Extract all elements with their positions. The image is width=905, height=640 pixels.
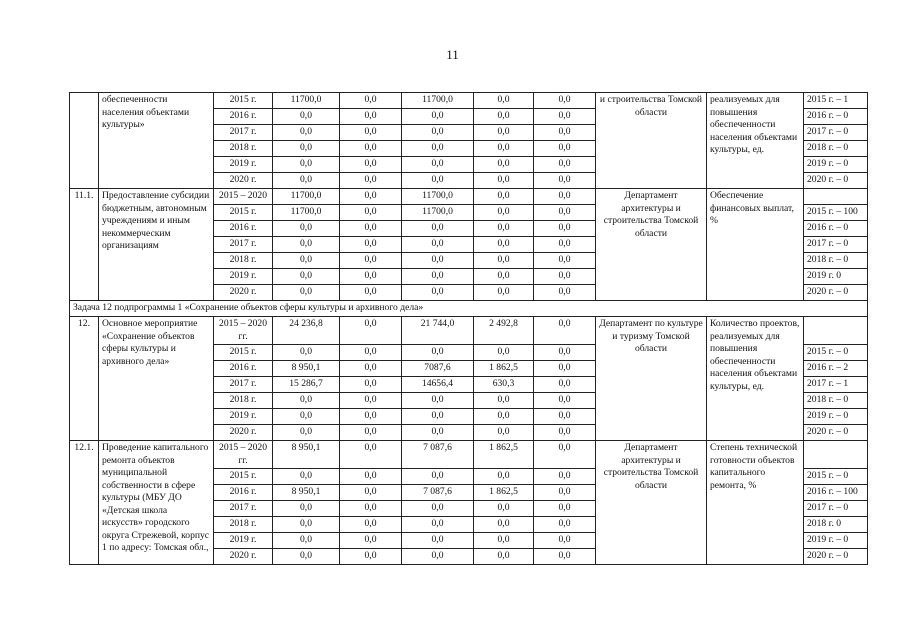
indicator-value: 2019 г. – 0 [804,409,868,425]
extra-cell: 0,0 [534,377,596,393]
period-cell: 2017 г. [214,237,273,253]
indicator-value: 2019 г. – 0 [804,157,868,173]
extra-cell: 0,0 [534,517,596,533]
period-cell: 2015 г. [214,205,273,221]
regional-cell: 0,0 [402,237,474,253]
total-cell: 8 950,1 [273,361,340,377]
federal-cell: 0,0 [340,221,402,237]
indicator-value [804,317,868,345]
department-cell: Департамент архитектуры и строительства Томской области [596,441,707,565]
total-cell: 11700,0 [273,189,340,205]
local-cell: 0,0 [474,285,534,301]
indicator-value: 2017 г. – 0 [804,237,868,253]
indicator-value: 2019 г. 0 [804,269,868,285]
total-cell: 0,0 [273,345,340,361]
local-cell: 0,0 [474,393,534,409]
indicator-value: 2016 г. – 0 [804,221,868,237]
table-row [70,441,868,469]
indicator-value: 2017 г. – 1 [804,377,868,393]
period-cell: 2016 г. [214,361,273,377]
item-number: 11.1. [70,189,99,301]
indicator-value: 2018 г. – 0 [804,393,868,409]
extra-cell: 0,0 [534,125,596,141]
local-cell: 0,0 [474,237,534,253]
indicator-value: 2020 г. – 0 [804,285,868,301]
regional-cell: 0,0 [402,501,474,517]
total-cell: 0,0 [273,501,340,517]
total-cell: 0,0 [273,533,340,549]
regional-cell: 0,0 [402,285,474,301]
federal-cell: 0,0 [340,205,402,221]
federal-cell: 0,0 [340,157,402,173]
total-cell: 15 286,7 [273,377,340,393]
extra-cell: 0,0 [534,285,596,301]
federal-cell: 0,0 [340,189,402,205]
federal-cell: 0,0 [340,109,402,125]
total-cell: 0,0 [273,269,340,285]
regional-cell: 0,0 [402,345,474,361]
indicator-value: 2016 г. – 100 [804,485,868,501]
local-cell: 0,0 [474,189,534,205]
total-cell: 0,0 [273,125,340,141]
indicator-value: 2019 г. – 0 [804,533,868,549]
regional-cell: 0,0 [402,173,474,189]
total-cell: 11700,0 [273,93,340,109]
total-cell: 0,0 [273,157,340,173]
period-cell: 2020 г. [214,549,273,565]
total-cell: 8 950,1 [273,441,340,469]
federal-cell: 0,0 [340,549,402,565]
indicator-value: 2018 г. – 0 [804,141,868,157]
indicator-value: 2016 г. – 2 [804,361,868,377]
total-cell: 8 950,1 [273,485,340,501]
federal-cell: 0,0 [340,361,402,377]
period-cell: 2018 г. [214,517,273,533]
federal-cell: 0,0 [340,501,402,517]
local-cell: 0,0 [474,469,534,485]
table-row [70,317,868,345]
local-cell: 0,0 [474,501,534,517]
period-cell: 2020 г. [214,173,273,189]
extra-cell: 0,0 [534,393,596,409]
regional-cell: 0,0 [402,157,474,173]
period-cell: 2019 г. [214,533,273,549]
local-cell: 0,0 [474,93,534,109]
task-title: Задача 12 подпрограммы 1 «Сохранение объектов сферы культуры и архивного дела» [70,301,868,317]
period-cell: 2016 г. [214,109,273,125]
regional-cell: 0,0 [402,253,474,269]
extra-cell: 0,0 [534,549,596,565]
department-cell: Департамент по культуре и туризму Томской области [596,317,707,441]
table-row [70,189,868,205]
period-cell: 2018 г. [214,393,273,409]
extra-cell: 0,0 [534,501,596,517]
local-cell: 0,0 [474,125,534,141]
total-cell: 0,0 [273,141,340,157]
indicator-value: 2017 г. – 0 [804,501,868,517]
item-name: Проведение капитального ремонта объектов муниципальной собственности в сфере культуры (МБУ ДО «Детская школа искусств» городского округа Стрежевой, корпус 1 по адресу: Томская обл., [99,441,214,565]
total-cell: 0,0 [273,109,340,125]
local-cell: 0,0 [474,109,534,125]
department-cell: и строительства Томской области [596,93,707,189]
extra-cell: 0,0 [534,237,596,253]
period-cell: 2015 г. [214,93,273,109]
extra-cell: 0,0 [534,269,596,285]
period-cell: 2019 г. [214,409,273,425]
indicator-value: 2018 г. 0 [804,517,868,533]
total-cell: 0,0 [273,237,340,253]
regional-cell: 0,0 [402,125,474,141]
local-cell: 2 492,8 [474,317,534,345]
extra-cell: 0,0 [534,141,596,157]
federal-cell: 0,0 [340,141,402,157]
federal-cell: 0,0 [340,125,402,141]
indicator-name: Обеспечение финансовых выплат, % [707,189,804,301]
local-cell: 0,0 [474,205,534,221]
table-row [70,93,868,109]
local-cell: 0,0 [474,157,534,173]
extra-cell: 0,0 [534,93,596,109]
total-cell: 0,0 [273,393,340,409]
local-cell: 0,0 [474,269,534,285]
item-number: 12.1. [70,441,99,565]
federal-cell: 0,0 [340,409,402,425]
extra-cell: 0,0 [534,361,596,377]
local-cell: 0,0 [474,253,534,269]
federal-cell: 0,0 [340,425,402,441]
regional-cell: 7087,6 [402,361,474,377]
extra-cell: 0,0 [534,409,596,425]
extra-cell: 0,0 [534,253,596,269]
indicator-value: 2015 г. – 100 [804,205,868,221]
regional-cell: 21 744,0 [402,317,474,345]
regional-cell: 0,0 [402,409,474,425]
extra-cell: 0,0 [534,345,596,361]
regional-cell: 0,0 [402,533,474,549]
regional-cell: 7 087,6 [402,441,474,469]
federal-cell: 0,0 [340,253,402,269]
period-cell: 2015 – 2020 гг. [214,317,273,345]
federal-cell: 0,0 [340,485,402,501]
program-table [69,92,868,565]
regional-cell: 0,0 [402,469,474,485]
regional-cell: 0,0 [402,221,474,237]
item-name: обеспеченности населения объектами культуры» [99,93,214,189]
local-cell: 1 862,5 [474,485,534,501]
regional-cell: 14656,4 [402,377,474,393]
regional-cell: 0,0 [402,517,474,533]
regional-cell: 11700,0 [402,93,474,109]
task-row [70,301,868,317]
period-cell: 2017 г. [214,501,273,517]
total-cell: 24 236,8 [273,317,340,345]
period-cell: 2017 г. [214,377,273,393]
indicator-value: 2020 г. – 0 [804,173,868,189]
extra-cell: 0,0 [534,221,596,237]
regional-cell: 0,0 [402,269,474,285]
extra-cell: 0,0 [534,469,596,485]
local-cell: 0,0 [474,141,534,157]
regional-cell: 0,0 [402,109,474,125]
regional-cell: 11700,0 [402,205,474,221]
period-cell: 2017 г. [214,125,273,141]
federal-cell: 0,0 [340,533,402,549]
item-name: Предоставление субсидии бюджетным, автономным учреждениям и иным некоммерческим организациям [99,189,214,301]
indicator-value: 2018 г. – 0 [804,253,868,269]
period-cell: 2020 г. [214,425,273,441]
federal-cell: 0,0 [340,377,402,393]
period-cell: 2015 – 2020 [214,189,273,205]
indicator-name: Количество проектов, реализуемых для повышения обеспеченности населения объектами культуры, ед. [707,317,804,441]
regional-cell: 7 087,6 [402,485,474,501]
indicator-value [804,441,868,469]
extra-cell: 0,0 [534,317,596,345]
regional-cell: 0,0 [402,141,474,157]
regional-cell: 11700,0 [402,189,474,205]
item-number: 12. [70,317,99,441]
local-cell: 0,0 [474,221,534,237]
indicator-value: 2015 г. – 0 [804,345,868,361]
federal-cell: 0,0 [340,469,402,485]
local-cell: 1 862,5 [474,361,534,377]
federal-cell: 0,0 [340,93,402,109]
federal-cell: 0,0 [340,237,402,253]
total-cell: 0,0 [273,425,340,441]
total-cell: 0,0 [273,173,340,189]
total-cell: 0,0 [273,549,340,565]
total-cell: 0,0 [273,253,340,269]
federal-cell: 0,0 [340,517,402,533]
extra-cell: 0,0 [534,485,596,501]
indicator-value: 2017 г. – 0 [804,125,868,141]
federal-cell: 0,0 [340,285,402,301]
local-cell: 0,0 [474,425,534,441]
local-cell: 0,0 [474,345,534,361]
local-cell: 0,0 [474,409,534,425]
item-number [70,93,99,189]
extra-cell: 0,0 [534,173,596,189]
period-cell: 2020 г. [214,285,273,301]
extra-cell: 0,0 [534,157,596,173]
extra-cell: 0,0 [534,205,596,221]
extra-cell: 0,0 [534,533,596,549]
period-cell: 2019 г. [214,157,273,173]
extra-cell: 0,0 [534,425,596,441]
period-cell: 2018 г. [214,253,273,269]
total-cell: 11700,0 [273,205,340,221]
extra-cell: 0,0 [534,109,596,125]
period-cell: 2015 – 2020 гг. [214,441,273,469]
period-cell: 2018 г. [214,141,273,157]
period-cell: 2016 г. [214,485,273,501]
total-cell: 0,0 [273,285,340,301]
federal-cell: 0,0 [340,345,402,361]
program-table-body [70,93,868,565]
regional-cell: 0,0 [402,425,474,441]
local-cell: 0,0 [474,533,534,549]
total-cell: 0,0 [273,221,340,237]
period-cell: 2019 г. [214,269,273,285]
federal-cell: 0,0 [340,393,402,409]
item-name: Основное мероприятие «Сохранение объектов сферы культуры и архивного дела» [99,317,214,441]
regional-cell: 0,0 [402,393,474,409]
indicator-value: 2020 г. – 0 [804,425,868,441]
local-cell: 0,0 [474,173,534,189]
federal-cell: 0,0 [340,173,402,189]
period-cell: 2015 г. [214,469,273,485]
local-cell: 630,3 [474,377,534,393]
indicator-value: 2016 г. – 0 [804,109,868,125]
extra-cell: 0,0 [534,189,596,205]
period-cell: 2016 г. [214,221,273,237]
indicator-value: 2015 г. – 1 [804,93,868,109]
extra-cell: 0,0 [534,441,596,469]
total-cell: 0,0 [273,409,340,425]
total-cell: 0,0 [273,469,340,485]
total-cell: 0,0 [273,517,340,533]
indicator-name: Степень технической готовности объектов капитального ремонта, % [707,441,804,565]
regional-cell: 0,0 [402,549,474,565]
federal-cell: 0,0 [340,441,402,469]
indicator-value [804,189,868,205]
indicator-name: реализуемых для повышения обеспеченности населения объектами культуры, ед. [707,93,804,189]
local-cell: 0,0 [474,517,534,533]
federal-cell: 0,0 [340,317,402,345]
department-cell: Департамент архитектуры и строительства Томской области [596,189,707,301]
indicator-value: 2020 г. – 0 [804,549,868,565]
page-number: 11 [446,47,459,62]
indicator-value: 2015 г. – 0 [804,469,868,485]
local-cell: 1 862,5 [474,441,534,469]
federal-cell: 0,0 [340,269,402,285]
local-cell: 0,0 [474,549,534,565]
period-cell: 2015 г. [214,345,273,361]
